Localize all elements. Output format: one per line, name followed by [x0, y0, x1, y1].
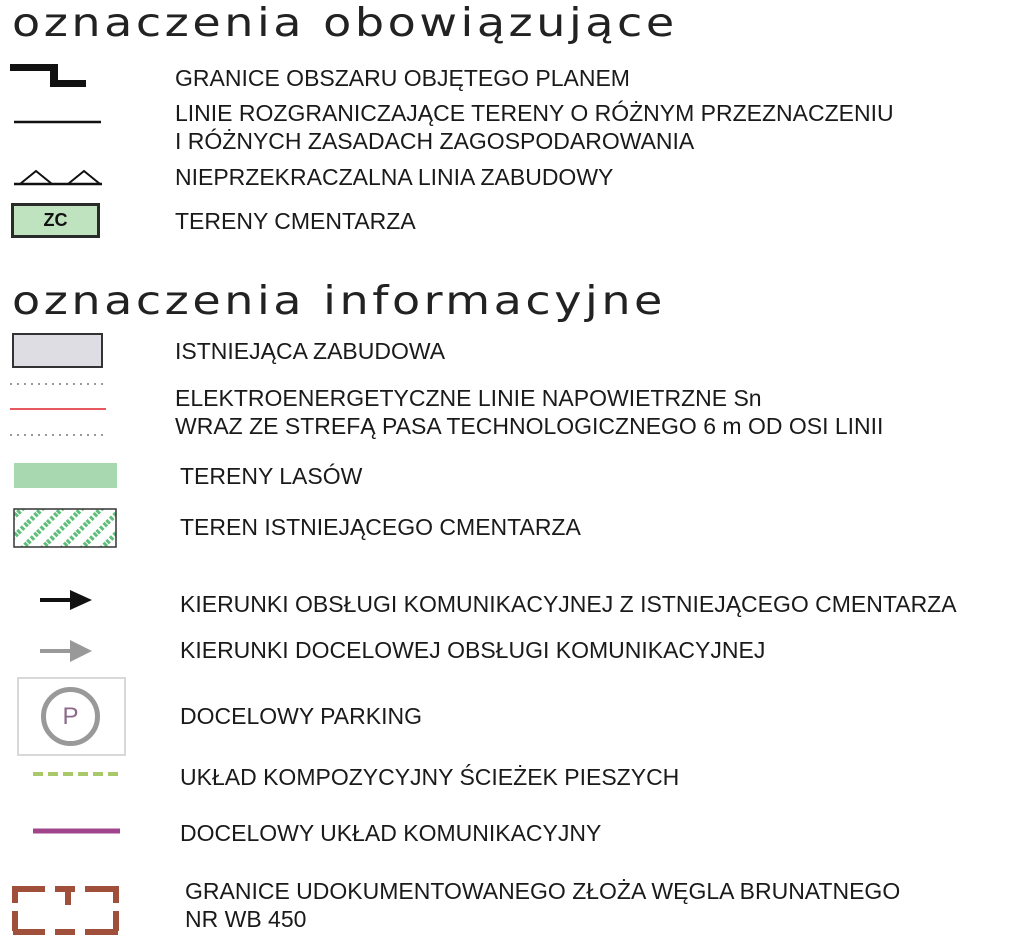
legend-label-footpaths: UKŁAD KOMPOZYCYJNY ŚCIEŻEK PIESZYCH: [180, 764, 680, 790]
building-line-icon: [14, 166, 104, 188]
legend-label-cemetery-zones: TERENY CMENTARZA: [175, 208, 416, 234]
forest-swatch: [14, 463, 117, 488]
legend-label-lignite-deposit-1: GRANICE UDOKUMENTOWANEGO ZŁOŻA WĘGLA BRUNATNEGO: [185, 878, 901, 904]
parking-icon: P: [41, 687, 100, 746]
plan-boundary-icon: [8, 56, 90, 90]
legend-label-forests: TERENY LASÓW: [180, 463, 363, 489]
road-line-icon: [33, 827, 121, 835]
existing-building-swatch: [12, 333, 103, 368]
legend-label-demarcation-line-1: LINIE ROZGRANICZAJĄCE TERENY O RÓŻNYM PRZEZNACZENIU: [175, 100, 894, 126]
footpath-dashed-icon: [33, 771, 119, 777]
black-arrow-icon: [38, 587, 94, 613]
legend-label-existing-buildings: ISTNIEJĄCA ZABUDOWA: [175, 338, 446, 364]
zc-cemetery-symbol: ZC: [11, 203, 100, 238]
legend-label-building-line: NIEPRZEKRACZALNA LINIA ZABUDOWY: [175, 164, 614, 190]
existing-cemetery-swatch: [13, 508, 117, 548]
power-line-icon: [10, 379, 108, 441]
lignite-deposit-boundary-icon: [10, 883, 122, 937]
legend-label-parking: DOCELOWY PARKING: [180, 703, 422, 729]
legend-label-demarcation-line-2: I RÓŻNYCH ZASADACH ZAGOSPODAROWANIA: [175, 128, 695, 154]
legend-label-existing-cemetery: TEREN ISTNIEJĄCEGO CMENTARZA: [180, 514, 581, 540]
info-section-title: oznaczenia informacyjne: [12, 279, 666, 324]
legend-label-existing-access: KIERUNKI OBSŁUGI KOMUNIKACYJNEJ Z ISTNIEJĄCEGO CMENTARZA: [180, 591, 957, 617]
legend-label-road-layout: DOCELOWY UKŁAD KOMUNIKACYJNY: [180, 820, 602, 846]
binding-section-title: oznaczenia obowiązujące: [12, 1, 678, 46]
legend-label-target-access: KIERUNKI DOCELOWEJ OBSŁUGI KOMUNIKACYJNEJ: [180, 637, 766, 663]
demarcation-line-icon: [14, 119, 102, 125]
legend-label-plan-boundary: GRANICE OBSZARU OBJĘTEGO PLANEM: [175, 65, 630, 91]
legend-label-power-lines-1: ELEKTROENERGETYCZNE LINIE NAPOWIETRZNE Sn: [175, 385, 762, 411]
legend-label-power-lines-2: WRAZ ZE STREFĄ PASA TECHNOLOGICZNEGO 6 m OD OSI LINII: [175, 413, 884, 439]
legend-label-lignite-deposit-2: NR WB 450: [185, 906, 307, 932]
gray-arrow-icon: [38, 637, 94, 665]
